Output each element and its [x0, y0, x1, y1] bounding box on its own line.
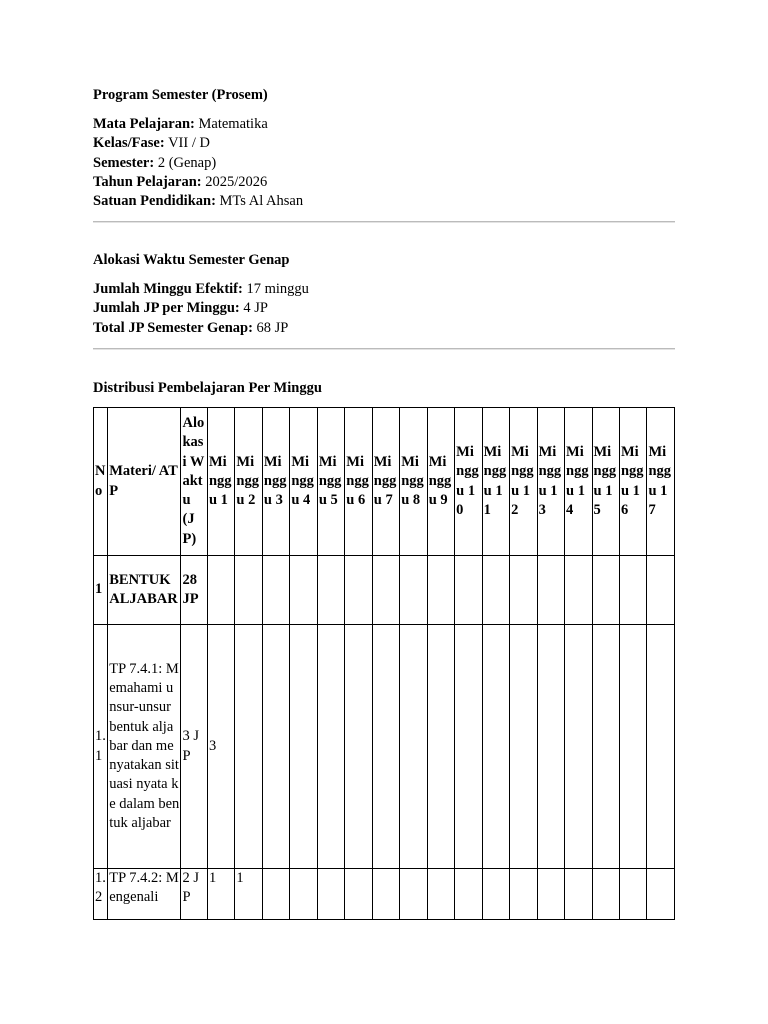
- header-week: Minggu 12: [510, 408, 537, 556]
- week-cell: [565, 625, 592, 869]
- table-row: [94, 625, 675, 869]
- week-cell: [537, 556, 564, 625]
- week-cell: [565, 556, 592, 625]
- header-week: Minggu 5: [317, 408, 344, 556]
- document-title: Program Semester (Prosem): [93, 87, 268, 103]
- row-alokasi: 2 JP: [181, 869, 207, 920]
- row-alokasi: 3 JP: [181, 625, 207, 869]
- week-cell: [455, 625, 482, 869]
- info-label: Tahun Pelajaran:: [93, 173, 202, 190]
- info-label: Satuan Pendidikan:: [93, 193, 216, 210]
- week-cell: [427, 556, 454, 625]
- week-cell: [345, 625, 372, 869]
- info-value: 2025/2026: [205, 173, 268, 190]
- divider: [93, 221, 675, 223]
- info-label: Mata Pelajaran:: [93, 116, 195, 132]
- alokasi-label: Jumlah Minggu Efektif:: [93, 281, 243, 297]
- week-cell: [592, 869, 619, 920]
- week-cell: [290, 869, 317, 920]
- week-cell: [619, 625, 646, 869]
- document-page: [93, 86, 675, 906]
- header-week: Minggu 9: [427, 408, 454, 556]
- info-value: VII / D: [168, 135, 210, 152]
- distribution-table: [93, 407, 675, 920]
- week-cell: [372, 556, 399, 625]
- alokasi-row-minggu-efektif: [93, 280, 675, 299]
- week-cell: [400, 625, 427, 869]
- info-value: Matematika: [198, 116, 268, 132]
- header-no: No: [94, 408, 108, 556]
- header-week: Minggu 2: [235, 408, 262, 556]
- alokasi-items: [93, 280, 675, 338]
- alokasi-row-jp-per-minggu: [93, 299, 675, 318]
- info-row-tahun-pelajaran: [93, 173, 675, 192]
- week-cell: [290, 625, 317, 869]
- alokasi-value: 17 minggu: [246, 281, 309, 297]
- alokasi-row-total-jp: [93, 319, 675, 338]
- info-block: [93, 115, 675, 211]
- header-week: Minggu 16: [619, 408, 646, 556]
- header-week: Minggu 17: [647, 408, 675, 556]
- header-week: Minggu 15: [592, 408, 619, 556]
- distribusi-section: [93, 379, 675, 398]
- week-cell: [345, 556, 372, 625]
- week-cell: [455, 869, 482, 920]
- header-week: Minggu 6: [345, 408, 372, 556]
- week-cell: [235, 625, 262, 869]
- week-cell: [427, 869, 454, 920]
- info-value: MTs Al Ahsan: [219, 193, 304, 210]
- table-row: [94, 556, 675, 625]
- row-alokasi: 28 JP: [181, 556, 207, 625]
- row-no: 1: [94, 556, 108, 625]
- row-materi: TP 7.4.2: Mengenali: [108, 869, 181, 920]
- divider: [93, 348, 675, 350]
- week-cell: [647, 625, 675, 869]
- week-cell: [290, 556, 317, 625]
- alokasi-value: 68 JP: [256, 319, 289, 336]
- week-cell: [317, 625, 344, 869]
- week-cell: [262, 625, 289, 869]
- info-label: Semester:: [93, 154, 155, 171]
- alokasi-label: Total JP Semester Genap:: [93, 319, 253, 336]
- header-week: Minggu 4: [290, 408, 317, 556]
- week-cell: [400, 869, 427, 920]
- week-cell: [565, 869, 592, 920]
- table-header-row: [94, 408, 675, 556]
- row-no: 1.1: [94, 625, 108, 869]
- alokasi-section: [93, 251, 675, 338]
- info-row-mata-pelajaran: [93, 115, 675, 134]
- week-cell: [207, 556, 234, 625]
- week-cell: [372, 869, 399, 920]
- row-materi: BENTUK ALJABAR: [108, 556, 181, 625]
- week-cell: 1: [235, 869, 262, 920]
- info-row-kelas-fase: [93, 134, 675, 153]
- info-value: 2 (Genap): [157, 154, 217, 171]
- week-cell: [317, 869, 344, 920]
- header-week: Minggu 14: [565, 408, 592, 556]
- week-cell: [345, 869, 372, 920]
- week-cell: [647, 869, 675, 920]
- week-cell: [619, 869, 646, 920]
- header-week: Minggu 11: [482, 408, 509, 556]
- info-label: Kelas/Fase:: [93, 135, 165, 152]
- week-cell: 1: [207, 869, 234, 920]
- week-cell: [482, 556, 509, 625]
- alokasi-label: Jumlah JP per Minggu:: [93, 300, 240, 317]
- week-cell: [510, 869, 537, 920]
- week-cell: [537, 625, 564, 869]
- week-cell: [400, 556, 427, 625]
- week-cell: [427, 625, 454, 869]
- week-cell: 3: [207, 625, 234, 869]
- week-cell: [537, 869, 564, 920]
- row-materi: TP 7.4.1: Memahami unsur-unsur bentuk aljabar dan menyatakan situasi nyata ke dalam bentuk aljabar: [108, 625, 181, 869]
- week-cell: [235, 556, 262, 625]
- week-cell: [619, 556, 646, 625]
- week-cell: [317, 556, 344, 625]
- header-week: Minggu 10: [455, 408, 482, 556]
- header-week: Minggu 8: [400, 408, 427, 556]
- header-week: Minggu 1: [207, 408, 234, 556]
- week-cell: [510, 625, 537, 869]
- header-alokasi: Alokasi Waktu (JP): [181, 408, 207, 556]
- week-cell: [262, 556, 289, 625]
- header-week: Minggu 3: [262, 408, 289, 556]
- info-row-satuan-pendidikan: [93, 192, 675, 211]
- distribusi-heading: Distribusi Pembelajaran Per Minggu: [93, 380, 322, 396]
- header-week: Minggu 7: [372, 408, 399, 556]
- week-cell: [455, 556, 482, 625]
- week-cell: [482, 869, 509, 920]
- week-cell: [592, 556, 619, 625]
- row-no: 1.2: [94, 869, 108, 920]
- alokasi-value: 4 JP: [243, 300, 268, 317]
- week-cell: [262, 869, 289, 920]
- header-week: Minggu 13: [537, 408, 564, 556]
- info-row-semester: [93, 154, 675, 173]
- table-row: [94, 869, 675, 920]
- week-cell: [592, 625, 619, 869]
- week-cell: [647, 556, 675, 625]
- alokasi-heading: Alokasi Waktu Semester Genap: [93, 252, 290, 268]
- week-cell: [510, 556, 537, 625]
- week-cell: [372, 625, 399, 869]
- week-cell: [482, 625, 509, 869]
- header-materi: Materi/ ATP: [108, 408, 181, 556]
